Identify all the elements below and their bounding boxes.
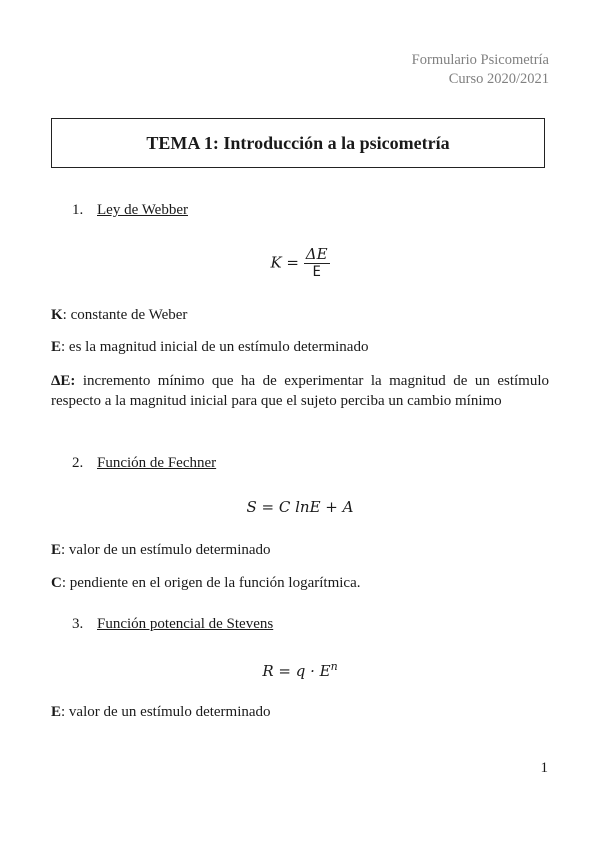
- section-title: Ley de Webber: [97, 202, 188, 218]
- section-heading-webber: [72, 202, 188, 219]
- formula-webber: [0, 246, 600, 281]
- section-heading-stevens: [72, 616, 273, 633]
- header-course-title: Formulario Psicometría: [411, 52, 549, 68]
- definition-text: : es la magnitud inicial de un estímulo determinado: [61, 339, 369, 355]
- definition-e-stevens: [51, 702, 549, 722]
- document-header: [412, 51, 549, 89]
- formula-fraction: [304, 246, 330, 281]
- page-title: TEMA 1: Introducción a la psicometría: [146, 132, 450, 153]
- definition-text: incremento mínimo que ha de experimentar la magnitud de un estímulo respecto a la magnitud inicial para que el sujeto perciba un cambio mínimo: [51, 373, 549, 409]
- definition-text: : valor de un estímulo determinado: [61, 542, 271, 558]
- page-number: 1: [540, 760, 548, 776]
- definition-term: K: [51, 307, 63, 323]
- formula-expression: S = C lnE + A: [246, 498, 354, 516]
- section-number: 2.: [72, 455, 84, 471]
- section-heading-fechner: [72, 455, 216, 472]
- section-title: Función de Fechner: [97, 455, 217, 471]
- header-course-year: Curso 2020/2021: [448, 71, 549, 87]
- definition-k: [51, 305, 549, 325]
- formula-stevens: [0, 660, 600, 680]
- definition-term: E: [51, 704, 62, 720]
- definition-e: [51, 337, 549, 357]
- definition-term: ΔE:: [51, 373, 76, 389]
- definition-c: [51, 573, 549, 593]
- definition-term: E: [51, 542, 62, 558]
- section-number: 3.: [72, 616, 84, 632]
- definition-term: C: [51, 575, 62, 591]
- section-title: Función potencial de Stevens: [97, 616, 274, 632]
- formula-lhs: K =: [270, 253, 299, 272]
- definition-text: : pendiente en el origen de la función logarítmica.: [61, 575, 361, 591]
- formula-exponent: n: [330, 660, 338, 673]
- formula-fechner: [0, 498, 600, 516]
- definition-term: E: [51, 339, 62, 355]
- definition-delta-e: [51, 371, 549, 411]
- formula-base: R = q · E: [262, 662, 331, 680]
- definition-e-fechner: [51, 540, 549, 560]
- definition-text: : valor de un estímulo determinado: [61, 704, 271, 720]
- fraction-numerator: ΔE: [305, 245, 328, 263]
- title-box: [51, 118, 545, 168]
- fraction-denominator: E: [312, 264, 321, 280]
- section-number: 1.: [72, 202, 84, 218]
- definition-text: : constante de Weber: [62, 307, 188, 323]
